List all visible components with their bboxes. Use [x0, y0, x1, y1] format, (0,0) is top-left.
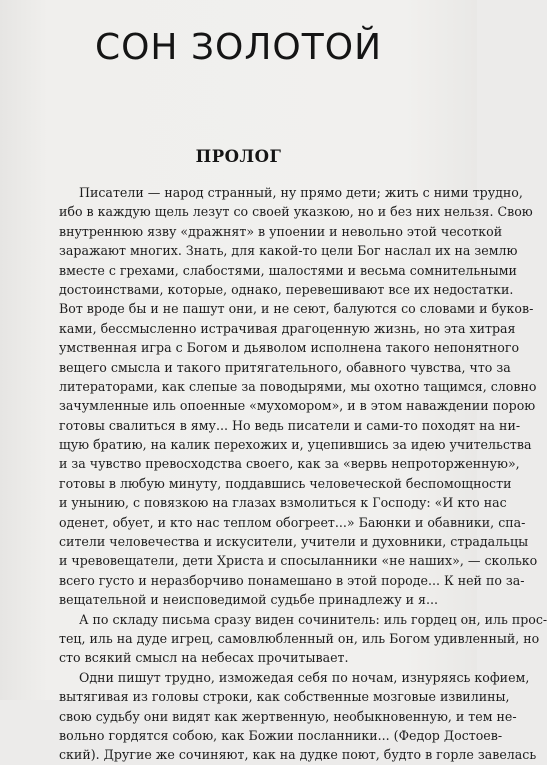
body-text [59, 183, 547, 765]
text-line: и за чувство превосходства своего, как за «вервь непроторженную», [59, 456, 520, 472]
text-line: литераторами, как слепые за поводырями, мы охотно тащимся, словно [59, 378, 537, 394]
text-line: ками, бессмысленно истрачивая драгоценную жизнь, но эта хитрая [59, 320, 516, 336]
text-line: А по складу письма сразу виден сочинитель: иль гордец он, иль прос- [79, 611, 547, 627]
text-line: достоинствами, которые, однако, перевешивают все их недостатки. [59, 281, 514, 297]
text-line: и чревовещатели, дети Христа и спосыланники «не наших», — сколько [59, 553, 538, 569]
text-line: свою судьбу они видят как жертвенную, необыкновенную, и тем не- [59, 708, 517, 724]
text-line: сто всякий смысл на небесах прочитывает. [59, 650, 349, 666]
text-line: Одни пишут трудно, изможедая себя по ночам, изнуряясь кофием, [79, 669, 530, 685]
text-line: вещательной и неисповедимой судьбе принадлежу и я... [59, 592, 438, 608]
text-line: готовы свалиться в яму... Но ведь писатели и сами-то походят на ни- [59, 417, 521, 433]
text-line: всего густо и неразборчиво понамешано в этой породе... К ней по за- [59, 572, 525, 588]
text-line: вытягивая из головы строки, как собственные мозговые извилины, [59, 689, 510, 705]
text-line: внутреннюю язву «дражнят» в упоении и невольно этой чесоткой [59, 223, 503, 239]
text-line: ибо в каждую щель лезут со своей указкою, но и без них нельзя. Свою [59, 204, 533, 220]
text-line: заражают многих. Знать, для какой-то цели Бог наслал их на землю [59, 243, 518, 259]
text-line: вольно гордятся собою, как Божии посланники... (Федор Достоев- [59, 727, 503, 743]
text-line: Писатели — народ странный, ну прямо дети; жить с ними трудно, [79, 185, 523, 200]
text-line: вместе с грехами, слабостями, шалостями и весьма сомнительными [59, 262, 517, 278]
text-line: и унынию, с повязкою на глазах взмолиться к Господу: «И кто нас [59, 495, 507, 511]
text-line: Вот вроде бы и не пашут они, и не сеют, балуются со словами и буков- [59, 301, 534, 317]
text-line: зачумленные иль опоенные «мухомором», и в этом наваждении порою [59, 398, 536, 414]
text-line: тец, иль на дуде игрец, самовлюбленный он, иль Богом удивленный, но [59, 630, 540, 646]
text-line: вещего смысла и такого притягательного, обавного чувства, что за [59, 359, 511, 375]
book-title: СОН ЗОЛОТОЙ [94, 27, 383, 68]
text-line: щую братию, на калик перехожих и, уцепившись за идею учительства [59, 437, 532, 453]
text-line: оденет, обует, и кто нас теплом обогреет...» Баюнки и обавники, спа- [59, 514, 526, 530]
text-line: сители человечества и искусители, учители и духовники, страдальцы [59, 534, 529, 550]
text-line: готовы в любую минуту, поддавшись человеческой беспомощности [59, 475, 512, 491]
text-line: ский). Другие же сочиняют, как на дудке поют, будто в горле завелась [59, 747, 537, 763]
chapter-title: ПРОЛОГ [195, 147, 282, 166]
text-line: умственная игра с Богом и дьяволом исполнена такого непонятного [59, 340, 520, 356]
